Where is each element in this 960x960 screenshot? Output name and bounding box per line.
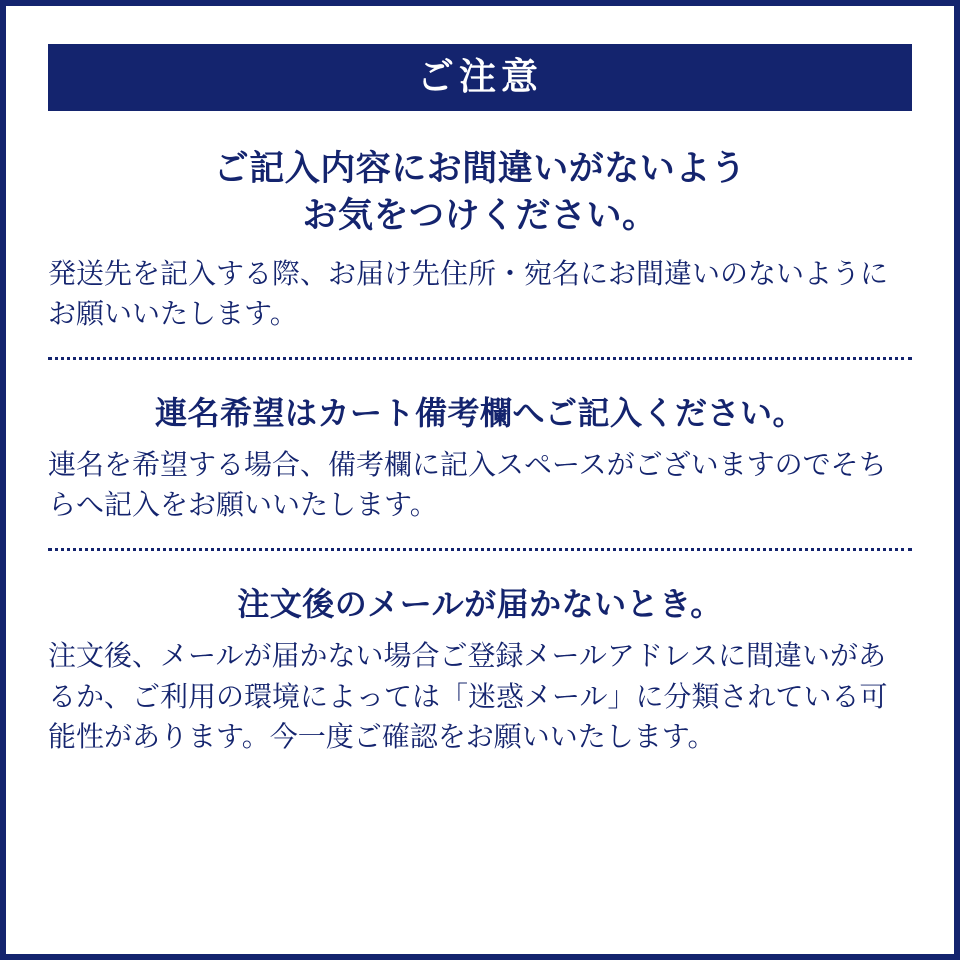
- section-body-joint-name: 連名を希望する場合、備考欄に記入スペースがございますのでそちらへ記入をお願いいたします。: [48, 448, 887, 521]
- notice-banner-title: ご注意: [48, 44, 912, 111]
- notice-section-mail: [48, 551, 912, 758]
- section-heading-address-line2: お気をつけください。: [302, 196, 658, 236]
- section-body-mail: 注文後、メールが届かない場合ご登録メールアドレスに間違いがあるか、ご利用の環境によっては「迷惑メール」に分類されている可能性があります。今一度ご確認をお願いいたします。: [48, 640, 888, 753]
- section-heading-address: [48, 145, 912, 240]
- section-body-address: 発送先を記入する際、お届け先住所・宛名にお間違いのないようにお願いいたします。: [48, 257, 889, 330]
- notice-section-joint-name: [48, 360, 912, 526]
- section-heading-address-line1: ご記入内容にお間違いがないよう: [213, 149, 747, 188]
- notice-section-address: [48, 111, 912, 335]
- section-heading-mail: 注文後のメールが届かないとき。: [237, 586, 723, 623]
- notice-content: [6, 6, 954, 954]
- section-heading-joint-name: 連名希望はカート備考欄へご記入ください。: [154, 394, 805, 431]
